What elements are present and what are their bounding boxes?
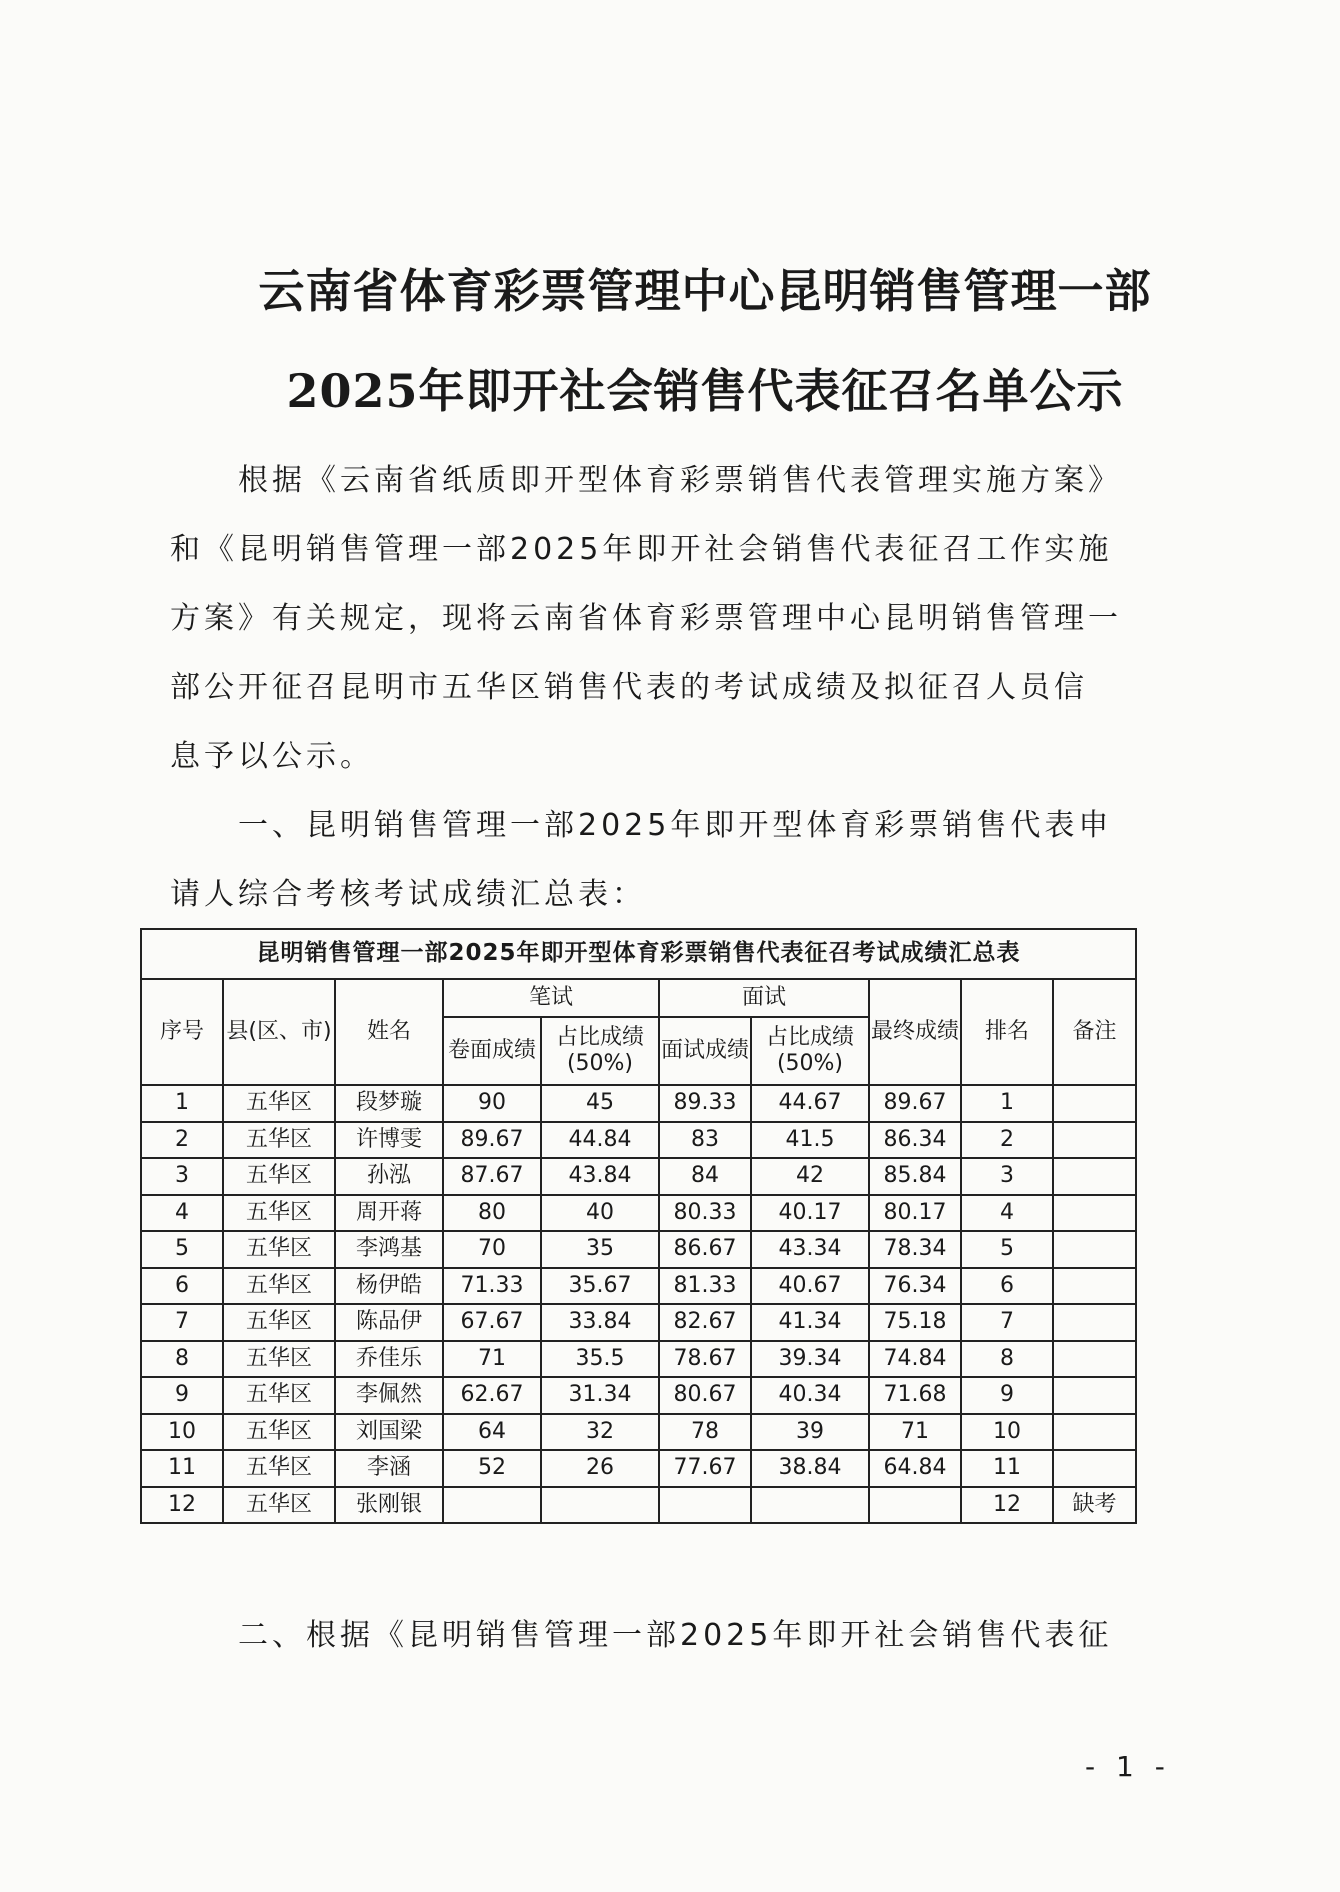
cell-i-pct: 42: [751, 1158, 869, 1195]
intro-line-2: 和《昆明销售管理一部2025年即开社会销售代表征召工作实施: [170, 532, 1113, 567]
cell-w-pct: 26: [541, 1450, 659, 1487]
cell-i-raw: [659, 1487, 751, 1524]
cell-county: 五华区: [223, 1414, 335, 1451]
cell-county: 五华区: [223, 1304, 335, 1341]
section1-line-2: 请人综合考核考试成绩汇总表：: [170, 877, 646, 912]
cell-w-pct: 40: [541, 1195, 659, 1232]
intro-line-1: 根据《云南省纸质即开型体育彩票销售代表管理实施方案》: [170, 463, 1122, 498]
cell-name: 段梦璇: [335, 1085, 443, 1122]
cell-final: 86.34: [869, 1122, 961, 1159]
cell-seq: 3: [141, 1158, 223, 1195]
header-interview: 面试: [659, 979, 869, 1017]
cell-i-pct: 38.84: [751, 1450, 869, 1487]
header-remark: 备注: [1053, 979, 1136, 1085]
cell-final: 80.17: [869, 1195, 961, 1232]
cell-i-pct: 39: [751, 1414, 869, 1451]
cell-seq: 12: [141, 1487, 223, 1524]
section1-line-1: 一、昆明销售管理一部2025年即开型体育彩票销售代表申: [170, 808, 1113, 843]
cell-county: 五华区: [223, 1158, 335, 1195]
cell-i-raw: 83: [659, 1122, 751, 1159]
cell-remark: [1053, 1085, 1136, 1122]
header-final: 最终成绩: [869, 979, 961, 1085]
cell-w-raw: 80: [443, 1195, 541, 1232]
cell-seq: 8: [141, 1341, 223, 1378]
cell-final: 89.67: [869, 1085, 961, 1122]
cell-seq: 2: [141, 1122, 223, 1159]
cell-rank: 7: [961, 1304, 1053, 1341]
cell-remark: [1053, 1377, 1136, 1414]
cell-i-raw: 89.33: [659, 1085, 751, 1122]
cell-county: 五华区: [223, 1377, 335, 1414]
cell-w-pct: 33.84: [541, 1304, 659, 1341]
cell-county: 五华区: [223, 1268, 335, 1305]
cell-w-pct: 32: [541, 1414, 659, 1451]
cell-seq: 11: [141, 1450, 223, 1487]
table-row: [141, 1158, 1136, 1195]
cell-final: 75.18: [869, 1304, 961, 1341]
cell-w-raw: 71.33: [443, 1268, 541, 1305]
cell-w-raw: 64: [443, 1414, 541, 1451]
table-row: [141, 1450, 1136, 1487]
score-summary-table: [140, 928, 1137, 1524]
cell-w-raw: 71: [443, 1341, 541, 1378]
cell-i-raw: 82.67: [659, 1304, 751, 1341]
table-row: [141, 1341, 1136, 1378]
cell-rank: 4: [961, 1195, 1053, 1232]
cell-w-raw: 90: [443, 1085, 541, 1122]
cell-w-raw: 62.67: [443, 1377, 541, 1414]
cell-i-raw: 86.67: [659, 1231, 751, 1268]
cell-i-raw: 80.33: [659, 1195, 751, 1232]
cell-final: 76.34: [869, 1268, 961, 1305]
cell-final: 78.34: [869, 1231, 961, 1268]
cell-seq: 6: [141, 1268, 223, 1305]
table-row: [141, 1195, 1136, 1232]
cell-i-pct: 40.34: [751, 1377, 869, 1414]
cell-w-pct: 43.84: [541, 1158, 659, 1195]
cell-remark: [1053, 1341, 1136, 1378]
cell-county: 五华区: [223, 1122, 335, 1159]
cell-name: 李鸿基: [335, 1231, 443, 1268]
cell-remark: [1053, 1195, 1136, 1232]
cell-w-raw: [443, 1487, 541, 1524]
header-county: 县(区、市): [223, 979, 335, 1085]
cell-w-pct: 35.67: [541, 1268, 659, 1305]
cell-i-pct: 41.34: [751, 1304, 869, 1341]
header-interview-pct: 占比成绩(50%): [751, 1017, 869, 1085]
cell-name: 张刚银: [335, 1487, 443, 1524]
cell-i-raw: 77.67: [659, 1450, 751, 1487]
cell-seq: 5: [141, 1231, 223, 1268]
document-title-line1: 云南省体育彩票管理中心昆明销售管理一部: [258, 264, 1152, 318]
table-caption: 昆明销售管理一部2025年即开型体育彩票销售代表征召考试成绩汇总表: [141, 929, 1136, 979]
cell-w-pct: 44.84: [541, 1122, 659, 1159]
header-written: 笔试: [443, 979, 659, 1017]
cell-w-raw: 52: [443, 1450, 541, 1487]
header-rank: 排名: [961, 979, 1053, 1085]
cell-name: 许博雯: [335, 1122, 443, 1159]
header-written-raw: 卷面成绩: [443, 1017, 541, 1085]
intro-line-3: 方案》有关规定，现将云南省体育彩票管理中心昆明销售管理一: [170, 601, 1122, 636]
document-title-line2: 2025年即开社会销售代表征召名单公示: [286, 364, 1124, 418]
cell-w-pct: 35.5: [541, 1341, 659, 1378]
cell-rank: 3: [961, 1158, 1053, 1195]
table-row: [141, 1268, 1136, 1305]
table-row: [141, 1122, 1136, 1159]
cell-county: 五华区: [223, 1450, 335, 1487]
cell-final: [869, 1487, 961, 1524]
cell-seq: 4: [141, 1195, 223, 1232]
cell-rank: 9: [961, 1377, 1053, 1414]
intro-line-4: 部公开征召昆明市五华区销售代表的考试成绩及拟征召人员信: [170, 670, 1088, 705]
cell-rank: 1: [961, 1085, 1053, 1122]
cell-county: 五华区: [223, 1195, 335, 1232]
cell-seq: 7: [141, 1304, 223, 1341]
cell-w-pct: 35: [541, 1231, 659, 1268]
cell-name: 乔佳乐: [335, 1341, 443, 1378]
cell-remark: [1053, 1450, 1136, 1487]
cell-name: 周开蒋: [335, 1195, 443, 1232]
table-row: [141, 1414, 1136, 1451]
table-row: [141, 1231, 1136, 1268]
cell-rank: 6: [961, 1268, 1053, 1305]
cell-seq: 10: [141, 1414, 223, 1451]
cell-i-pct: 44.67: [751, 1085, 869, 1122]
cell-i-pct: 40.17: [751, 1195, 869, 1232]
cell-w-raw: 89.67: [443, 1122, 541, 1159]
cell-name: 刘国梁: [335, 1414, 443, 1451]
cell-county: 五华区: [223, 1085, 335, 1122]
cell-rank: 2: [961, 1122, 1053, 1159]
header-written-pct: 占比成绩(50%): [541, 1017, 659, 1085]
cell-w-raw: 87.67: [443, 1158, 541, 1195]
cell-name: 李涵: [335, 1450, 443, 1487]
cell-name: 陈品伊: [335, 1304, 443, 1341]
cell-w-raw: 67.67: [443, 1304, 541, 1341]
cell-i-raw: 81.33: [659, 1268, 751, 1305]
intro-line-5: 息予以公示。: [170, 739, 374, 774]
cell-i-raw: 78: [659, 1414, 751, 1451]
header-seq: 序号: [141, 979, 223, 1085]
cell-rank: 10: [961, 1414, 1053, 1451]
table-row: [141, 1377, 1136, 1414]
cell-w-pct: [541, 1487, 659, 1524]
cell-rank: 11: [961, 1450, 1053, 1487]
cell-w-raw: 70: [443, 1231, 541, 1268]
cell-rank: 12: [961, 1487, 1053, 1524]
cell-remark: [1053, 1414, 1136, 1451]
cell-rank: 8: [961, 1341, 1053, 1378]
cell-seq: 1: [141, 1085, 223, 1122]
cell-i-pct: 40.67: [751, 1268, 869, 1305]
table-row: [141, 1304, 1136, 1341]
header-interview-raw: 面试成绩: [659, 1017, 751, 1085]
cell-i-pct: 39.34: [751, 1341, 869, 1378]
cell-name: 李佩然: [335, 1377, 443, 1414]
cell-remark: [1053, 1231, 1136, 1268]
page-number: - 1 -: [1085, 1750, 1171, 1783]
cell-remark: [1053, 1158, 1136, 1195]
cell-county: 五华区: [223, 1231, 335, 1268]
cell-i-raw: 78.67: [659, 1341, 751, 1378]
cell-i-raw: 84: [659, 1158, 751, 1195]
table-row: [141, 1487, 1136, 1524]
cell-seq: 9: [141, 1377, 223, 1414]
cell-i-raw: 80.67: [659, 1377, 751, 1414]
cell-county: 五华区: [223, 1341, 335, 1378]
cell-rank: 5: [961, 1231, 1053, 1268]
cell-final: 71: [869, 1414, 961, 1451]
cell-county: 五华区: [223, 1487, 335, 1524]
cell-remark: [1053, 1122, 1136, 1159]
cell-i-pct: 43.34: [751, 1231, 869, 1268]
cell-remark: [1053, 1268, 1136, 1305]
cell-i-pct: 41.5: [751, 1122, 869, 1159]
cell-w-pct: 31.34: [541, 1377, 659, 1414]
cell-name: 孙泓: [335, 1158, 443, 1195]
cell-final: 64.84: [869, 1450, 961, 1487]
header-name: 姓名: [335, 979, 443, 1085]
cell-name: 杨伊皓: [335, 1268, 443, 1305]
cell-w-pct: 45: [541, 1085, 659, 1122]
cell-remark: 缺考: [1053, 1487, 1136, 1524]
cell-final: 74.84: [869, 1341, 961, 1378]
cell-i-pct: [751, 1487, 869, 1524]
cell-final: 85.84: [869, 1158, 961, 1195]
table-row: [141, 1085, 1136, 1122]
cell-final: 71.68: [869, 1377, 961, 1414]
section2-line: 二、根据《昆明销售管理一部2025年即开社会销售代表征: [170, 1618, 1113, 1653]
cell-remark: [1053, 1304, 1136, 1341]
